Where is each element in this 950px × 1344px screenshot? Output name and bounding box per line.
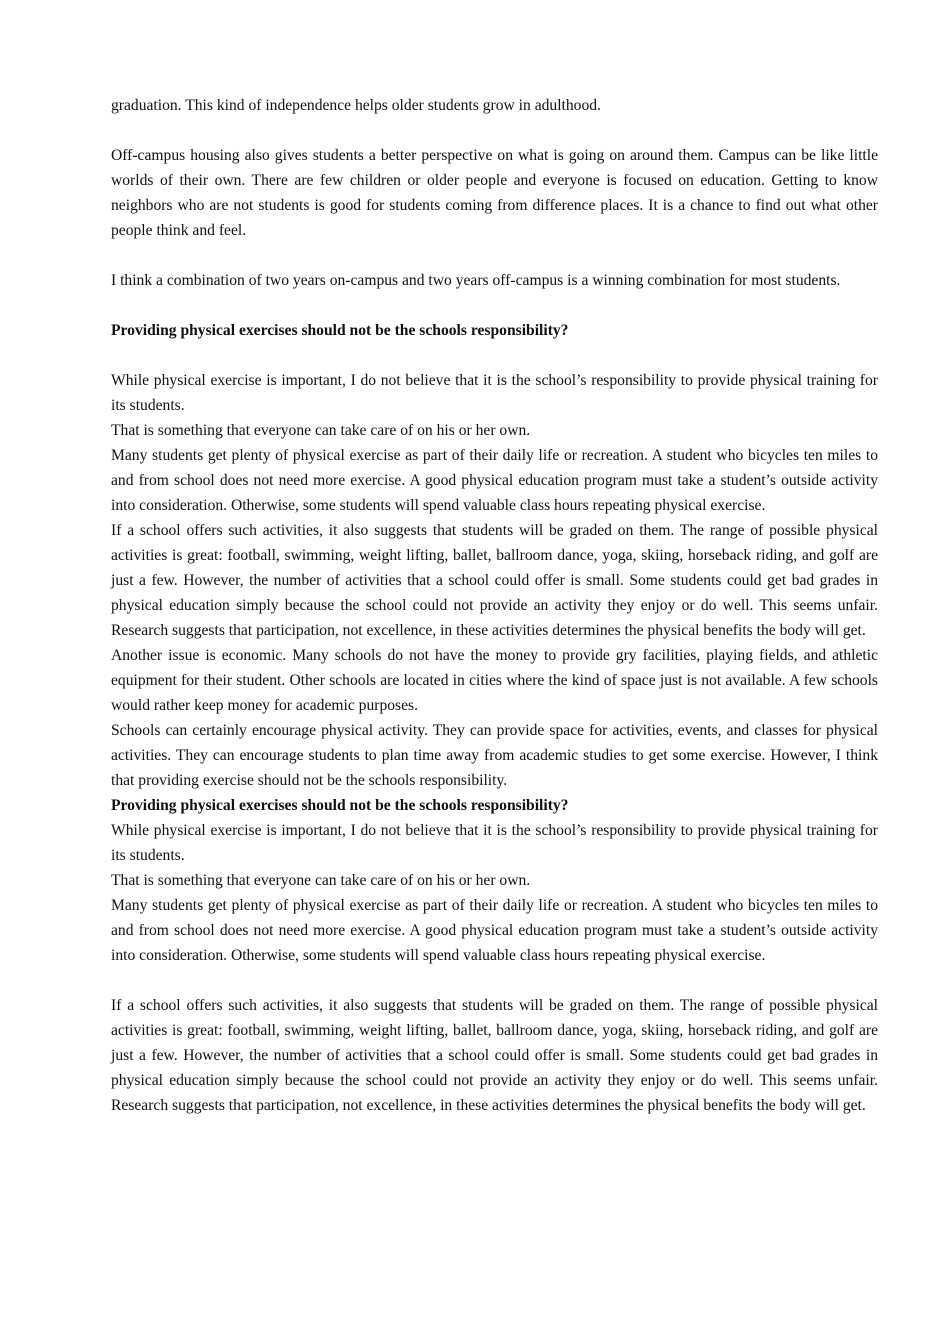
paragraph-intro-repeat: While physical exercise is important, I do not believe that it is the school’s responsibility to provide physical training for its students. — [111, 822, 878, 864]
paragraph-daily-exercise: Many students get plenty of physical exercise as part of their daily life or recreation. A student who bicycles ten miles to and from school does not need more exercise. A good physical education program must take a student’s outside activity into consideration. Otherwise, some students will spend valuable class hours repeating physical exercise. — [111, 447, 878, 514]
paragraph-continuation: graduation. This kind of independence helps older students grow in adulthood. — [111, 97, 601, 114]
paragraph-off-campus-perspective: Off-campus housing also gives students a better perspective on what is going on around them. Campus can be like little worlds of their own. There are few children or older people and everyone is focused on education. Getting to know neighbors who are not students is good for students coming from difference places. It is a chance to find out what other people think and feel. — [111, 147, 878, 239]
paragraph-own-care: That is something that everyone can take care of on his or her own. — [111, 422, 531, 439]
section-heading-repeat: Providing physical exercises should not be the schools responsibility? — [111, 797, 569, 814]
paragraph-daily-exercise-repeat: Many students get plenty of physical exercise as part of their daily life or recreation. A student who bicycles ten miles to and from school does not need more exercise. A good physical education program must take a student’s outside activity into consideration. Otherwise, some students will spend valuable class hours repeating physical exercise. — [111, 897, 878, 964]
paragraph-grading: If a school offers such activities, it also suggests that students will be graded on them. The range of possible physical activities is great: football, swimming, weight lifting, ballet, ballroom dance, yoga, skiing, horseback riding, and golf are just a few. However, the number of activities that a school could offer is small. Some students could get bad grades in physical education simply because the school could not provide an activity they enjoy or do well. This seems unfair. Research suggests that participation, not excellence, in these activities determines the physical benefits the body will get. — [111, 522, 878, 639]
paragraph-conclusion-housing: I think a combination of two years on-campus and two years off-campus is a winning combination for most students. — [111, 272, 841, 289]
document-page — [111, 93, 878, 1118]
paragraph-own-care-repeat: That is something that everyone can take care of on his or her own. — [111, 872, 531, 889]
section-heading: Providing physical exercises should not be the schools responsibility? — [111, 322, 569, 339]
paragraph-economic: Another issue is economic. Many schools do not have the money to provide gry facilities, playing fields, and athletic equipment for their student. Other schools are located in cities where the kind of space just is not available. A few schools would rather keep money for academic purposes. — [111, 647, 878, 714]
paragraph-encourage: Schools can certainly encourage physical activity. They can provide space for activities, events, and classes for physical activities. They can encourage students to plan time away from academic studies to get some exercise. However, I think that providing exercise should not be the schools responsibility. — [111, 722, 878, 789]
paragraph-grading-repeat: If a school offers such activities, it also suggests that students will be graded on them. The range of possible physical activities is great: football, swimming, weight lifting, ballet, ballroom dance, yoga, skiing, horseback riding, and golf are just a few. However, the number of activities that a school could offer is small. Some students could get bad grades in physical education simply because the school could not provide an activity they enjoy or do well. This seems unfair. Research suggests that participation, not excellence, in these activities determines the physical benefits the body will get. — [111, 997, 878, 1114]
paragraph-intro: While physical exercise is important, I do not believe that it is the school’s responsibility to provide physical training for its students. — [111, 372, 878, 414]
